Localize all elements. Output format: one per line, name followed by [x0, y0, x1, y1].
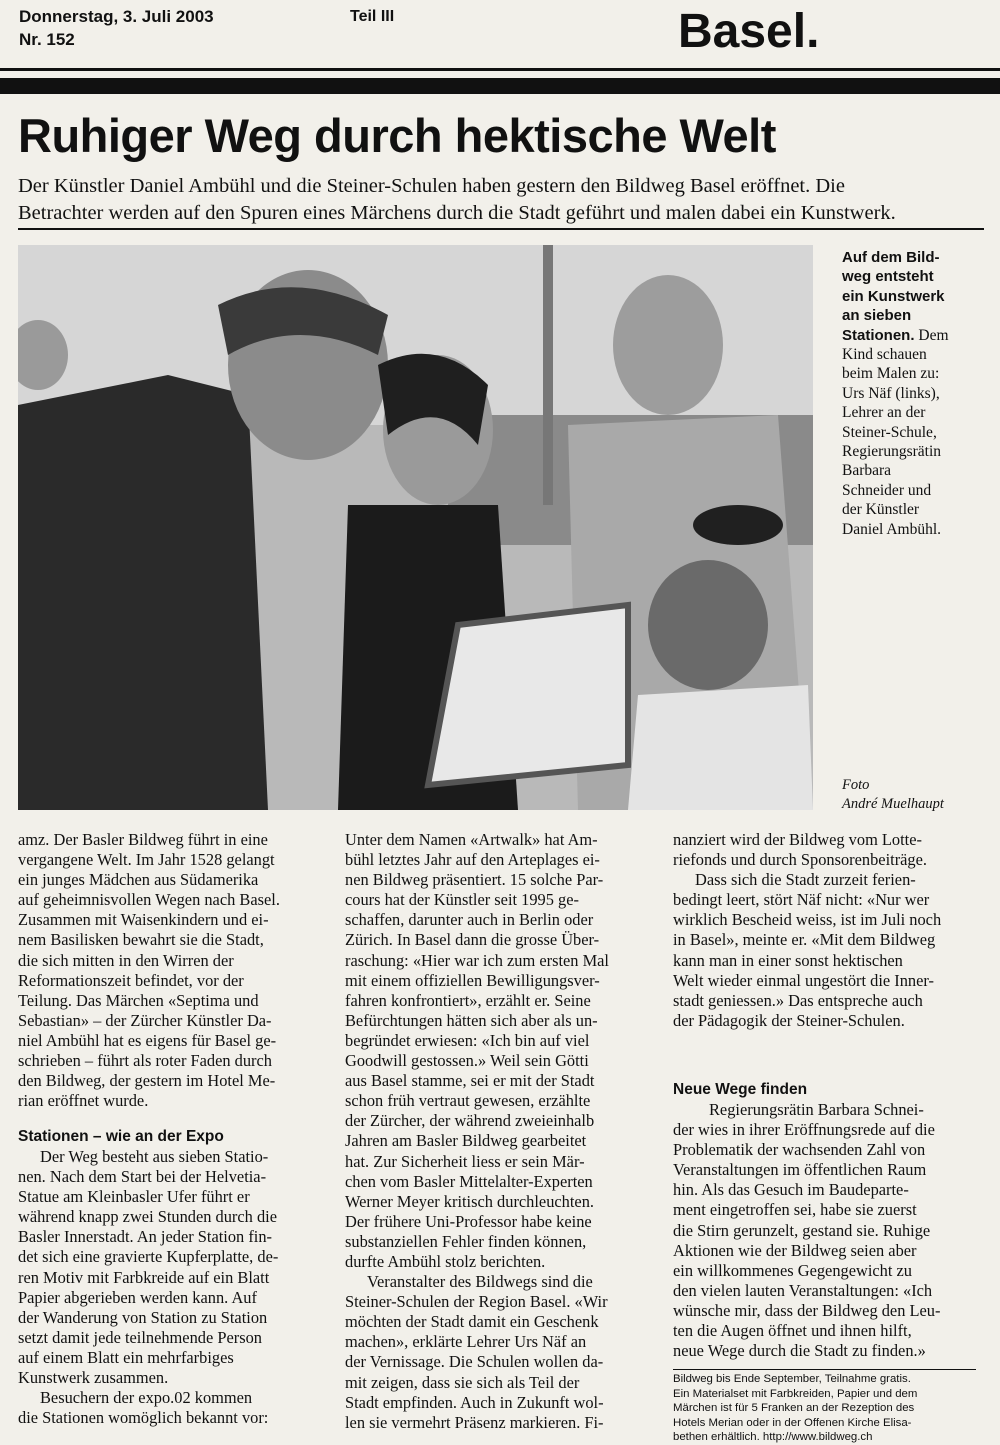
- text-line: Dass sich die Stadt zurzeit ferien-: [695, 870, 916, 890]
- info-line: Hotels Merian oder in der Offenen Kirche Elisa-: [673, 1416, 912, 1429]
- text-line: cours hat der Künstler seit 1995 ge-: [345, 890, 579, 910]
- text-line: den vielen lauten Veranstaltungen: «Ich: [673, 1280, 933, 1300]
- caption-line: Lehrer an der: [842, 404, 926, 422]
- subhead-neue-wege: Neue Wege finden: [673, 1081, 808, 1098]
- text-line: Besuchern der expo.02 kommen: [40, 1388, 253, 1408]
- caption-line: ein Kunstwerk: [842, 287, 945, 305]
- caption-line: Regierungsrätin: [842, 443, 942, 461]
- text-line: Unter dem Namen «Artwalk» hat Am-: [345, 830, 598, 849]
- caption-line: weg entsteht: [842, 268, 934, 286]
- text-line: der Pädagogik der Steiner-Schulen.: [673, 1010, 905, 1030]
- text-line: in Basel», meinte er. «Mit dem Bildweg: [673, 930, 936, 950]
- article-column-3: [673, 830, 976, 1031]
- text-line: riefonds und durch Sponsorenbeiträge.: [673, 850, 927, 870]
- text-line: vergangene Welt. Im Jahr 1528 gelangt: [18, 850, 275, 870]
- text-line: während knapp zwei Stunden durch die: [18, 1207, 277, 1227]
- text-line: nanziert wird der Bildweg vom Lotte-: [673, 830, 922, 849]
- caption-line: Daniel Ambühl.: [842, 520, 942, 538]
- text-line: Problematik der wachsenden Zahl von: [673, 1140, 926, 1160]
- text-line: amz. Der Basler Bildweg führt in eine: [18, 830, 268, 849]
- text-line: raschung: «Hier war ich zum ersten Mal: [345, 950, 609, 970]
- text-line: ein junges Mädchen aus Südamerika: [18, 870, 259, 890]
- caption-line: an sieben: [842, 307, 912, 325]
- text-line: Basler Innerstadt. An jeder Station fin-: [18, 1227, 272, 1247]
- article-column-1-continued: [18, 1147, 323, 1428]
- text-line: setzt damit jede teilnehmende Person: [18, 1327, 262, 1347]
- text-line: hin. Als das Gesuch im Baudeparte-: [673, 1180, 909, 1200]
- text-line: schrieben – führt als roter Faden durch: [18, 1051, 272, 1071]
- lead-line: Der Künstler Daniel Ambühl und die Steiner-Schulen haben gestern den Bildweg Basel eröffnet. Die: [18, 175, 845, 197]
- text-line: bühl letztes Jahr auf den Arteplages ei-: [345, 850, 600, 870]
- header-rule-thin: [0, 68, 1000, 71]
- text-line: nen Bildweg präsentiert. 15 solche Par-: [345, 870, 604, 890]
- text-line: Papier abgerieben werden kann. Auf: [18, 1287, 257, 1307]
- text-line: Befürchtungen hätten sich aber als un-: [345, 1010, 598, 1030]
- article-column-3-continued: [673, 1100, 976, 1361]
- text-line: die sich mitten in den Wirren der: [18, 950, 234, 970]
- text-line: Aktionen wie der Bildweg seien aber: [673, 1240, 917, 1260]
- text-line: den Bildweg, der gestern im Hotel Me-: [18, 1071, 276, 1091]
- text-line: nem Basilisken bewahrt sie die Stadt,: [18, 930, 264, 950]
- text-line: der Zürcher, der während zweieinhalb: [345, 1111, 595, 1131]
- text-line: begründet erwiesen: «Ich bin auf viel: [345, 1030, 590, 1050]
- text-line: die Stationen womöglich bekannt vor:: [18, 1408, 269, 1428]
- header-rule-thick: [0, 78, 1000, 94]
- info-line: Märchen ist für 5 Franken an der Rezeption des: [673, 1402, 915, 1415]
- text-line: ten die Augen öffnet und ihnen hilft,: [673, 1321, 912, 1341]
- text-line: Der Weg besteht aus sieben Statio-: [40, 1147, 269, 1166]
- text-line: der Wanderung von Station zu Station: [18, 1307, 268, 1327]
- text-line: Stadt empfinden. Auch in Zukunft wol-: [345, 1392, 604, 1412]
- caption-bold-fragment: Stationen.: [842, 326, 915, 344]
- text-line: Kunstwerk zusammen.: [18, 1368, 169, 1388]
- text-line: mit zeigen, dass sie sich als Teil der: [345, 1372, 580, 1392]
- text-line: die Stirn gerunzelt, gestand sie. Ruhige: [673, 1220, 931, 1240]
- info-line: Ein Materialset mit Farbkreiden, Papier und dem: [673, 1387, 918, 1400]
- caption-line: der Künstler: [842, 501, 920, 519]
- text-line: Steiner-Schulen der Region Basel. «Wir: [345, 1292, 608, 1312]
- text-line: Regierungsrätin Barbara Schnei-: [709, 1100, 924, 1119]
- text-line: ein willkommenes Gegengewicht zu: [673, 1260, 912, 1280]
- text-line: aus Basel stamme, sei er mit der Stadt: [345, 1071, 595, 1091]
- caption-line: Steiner-Schule,: [842, 423, 937, 441]
- photo-caption: [842, 248, 990, 539]
- text-line: der Vernissage. Die Schulen wollen da-: [345, 1352, 604, 1372]
- text-line: auf geheimnisvollen Wegen nach Basel.: [18, 890, 280, 910]
- text-line: niel Ambühl hat es eigens für Basel ge-: [18, 1030, 277, 1050]
- info-box: [673, 1369, 976, 1445]
- caption-line: Urs Näf (links),: [842, 384, 940, 402]
- text-line: kann man in einer sonst hektischen: [673, 950, 903, 970]
- text-line: mit einem offiziellen Bewilligungsver-: [345, 970, 600, 990]
- info-line: Bildweg bis Ende September, Teilnahme gratis.: [673, 1373, 911, 1385]
- headline: Ruhiger Weg durch hektische Welt: [18, 109, 776, 162]
- subhead-stationen: Stationen – wie an der Expo: [18, 1128, 224, 1145]
- text-line: schon früh vertraut gewesen, erzählte: [345, 1091, 591, 1111]
- article-column-2: [345, 830, 653, 1433]
- text-line: rian eröffnet wurde.: [18, 1091, 149, 1111]
- photo-credit-name: André Muelhaupt: [842, 796, 944, 812]
- text-line: Zusammen mit Waisenkindern und ei-: [18, 910, 269, 930]
- caption-line: Auf dem Bild-: [842, 249, 940, 266]
- issue-number: Nr. 152: [19, 30, 75, 49]
- info-line: bethen erhältlich. http://www.bildweg.ch: [673, 1431, 873, 1444]
- text-line: neue Wege durch die Stadt zu finden.»: [673, 1341, 926, 1361]
- caption-line: [842, 326, 990, 345]
- text-line: Der frühere Uni-Professor habe keine: [345, 1211, 592, 1231]
- text-line: Goodwill gestossen.» Weil sein Götti: [345, 1051, 589, 1071]
- text-line: ment eingetroffen sei, habe sie zuerst: [673, 1200, 917, 1220]
- text-line: fahren konfrontiert», erzählt er. Seine: [345, 990, 591, 1010]
- article-photo: [18, 245, 813, 810]
- text-line: durfte Ambühl stolz berichten.: [345, 1251, 546, 1271]
- text-line: Veranstalter des Bildwegs sind die: [367, 1272, 593, 1292]
- text-line: Werner Meyer kritisch durchleuchten.: [345, 1191, 594, 1211]
- text-line: der wies in ihrer Eröffnungsrede auf die: [673, 1120, 935, 1140]
- text-line: bedingt leert, stört Näf nicht: «Nur wer: [673, 890, 930, 910]
- text-line: stadt geniessen.» Das entspreche auch: [673, 990, 923, 1010]
- text-line: Zürich. In Basel dann die grosse Über-: [345, 930, 600, 950]
- text-line: machen», erklärte Lehrer Urs Näf an: [345, 1332, 587, 1352]
- text-line: schaffen, darunter auch in Berlin oder: [345, 910, 594, 930]
- text-line: hat. Zur Sicherheit liess er sein Mär-: [345, 1151, 585, 1171]
- text-line: wünsche mir, dass der Bildweg den Leu-: [673, 1300, 941, 1320]
- text-line: det sich eine gravierte Kupferplatte, de-: [18, 1247, 279, 1267]
- text-line: len sie vermehrt Präsenz markieren. Fi-: [345, 1412, 604, 1432]
- text-line: chen vom Basler Mittelalter-Experten: [345, 1171, 593, 1191]
- text-line: Veranstaltungen im öffentlichen Raum: [673, 1160, 927, 1180]
- text-line: ren Motiv mit Farbkreide auf ein Blatt: [18, 1267, 270, 1287]
- text-line: nen. Nach dem Start bei der Helvetia-: [18, 1167, 267, 1187]
- caption-fragment: Dem: [914, 326, 949, 344]
- publication-date: Donnerstag, 3. Juli 2003: [19, 7, 214, 26]
- photo-credit: [842, 776, 944, 814]
- caption-line: beim Malen zu:: [842, 365, 940, 383]
- text-line: Reformationszeit befindet, vor der: [18, 970, 244, 990]
- lead-line: Betrachter werden auf den Spuren eines Märchens durch die Stadt geführt und malen dabei ein Kunstwerk.: [18, 202, 896, 224]
- text-line: Teilung. Das Märchen «Septima und: [18, 990, 259, 1010]
- photo-credit-label: Foto: [842, 777, 870, 793]
- caption-line: Barbara: [842, 462, 892, 480]
- caption-line: Kind schauen: [842, 346, 927, 364]
- article-column-1: [18, 830, 323, 1111]
- lead-rule: [18, 228, 984, 230]
- text-line: auf einem Blatt ein mehrfarbiges: [18, 1347, 234, 1367]
- text-line: möchten der Stadt damit ein Geschenk: [345, 1312, 599, 1332]
- caption-line: Schneider und: [842, 481, 932, 499]
- text-line: Sebastian» – der Zürcher Künstler Da-: [18, 1010, 272, 1030]
- part-label: Teil III: [350, 8, 395, 25]
- text-line: Welt wieder einmal ungestört die Inner-: [673, 970, 934, 990]
- text-line: Jahren am Basler Bildweg gearbeitet: [345, 1131, 587, 1151]
- text-line: wirklich Bescheid weiss, ist im Juli noch: [673, 910, 942, 930]
- text-line: substanziellen Fehler finden können,: [345, 1231, 587, 1251]
- text-line: Statue am Kleinbasler Ufer führt er: [18, 1187, 250, 1207]
- section-title: Basel.: [678, 5, 820, 58]
